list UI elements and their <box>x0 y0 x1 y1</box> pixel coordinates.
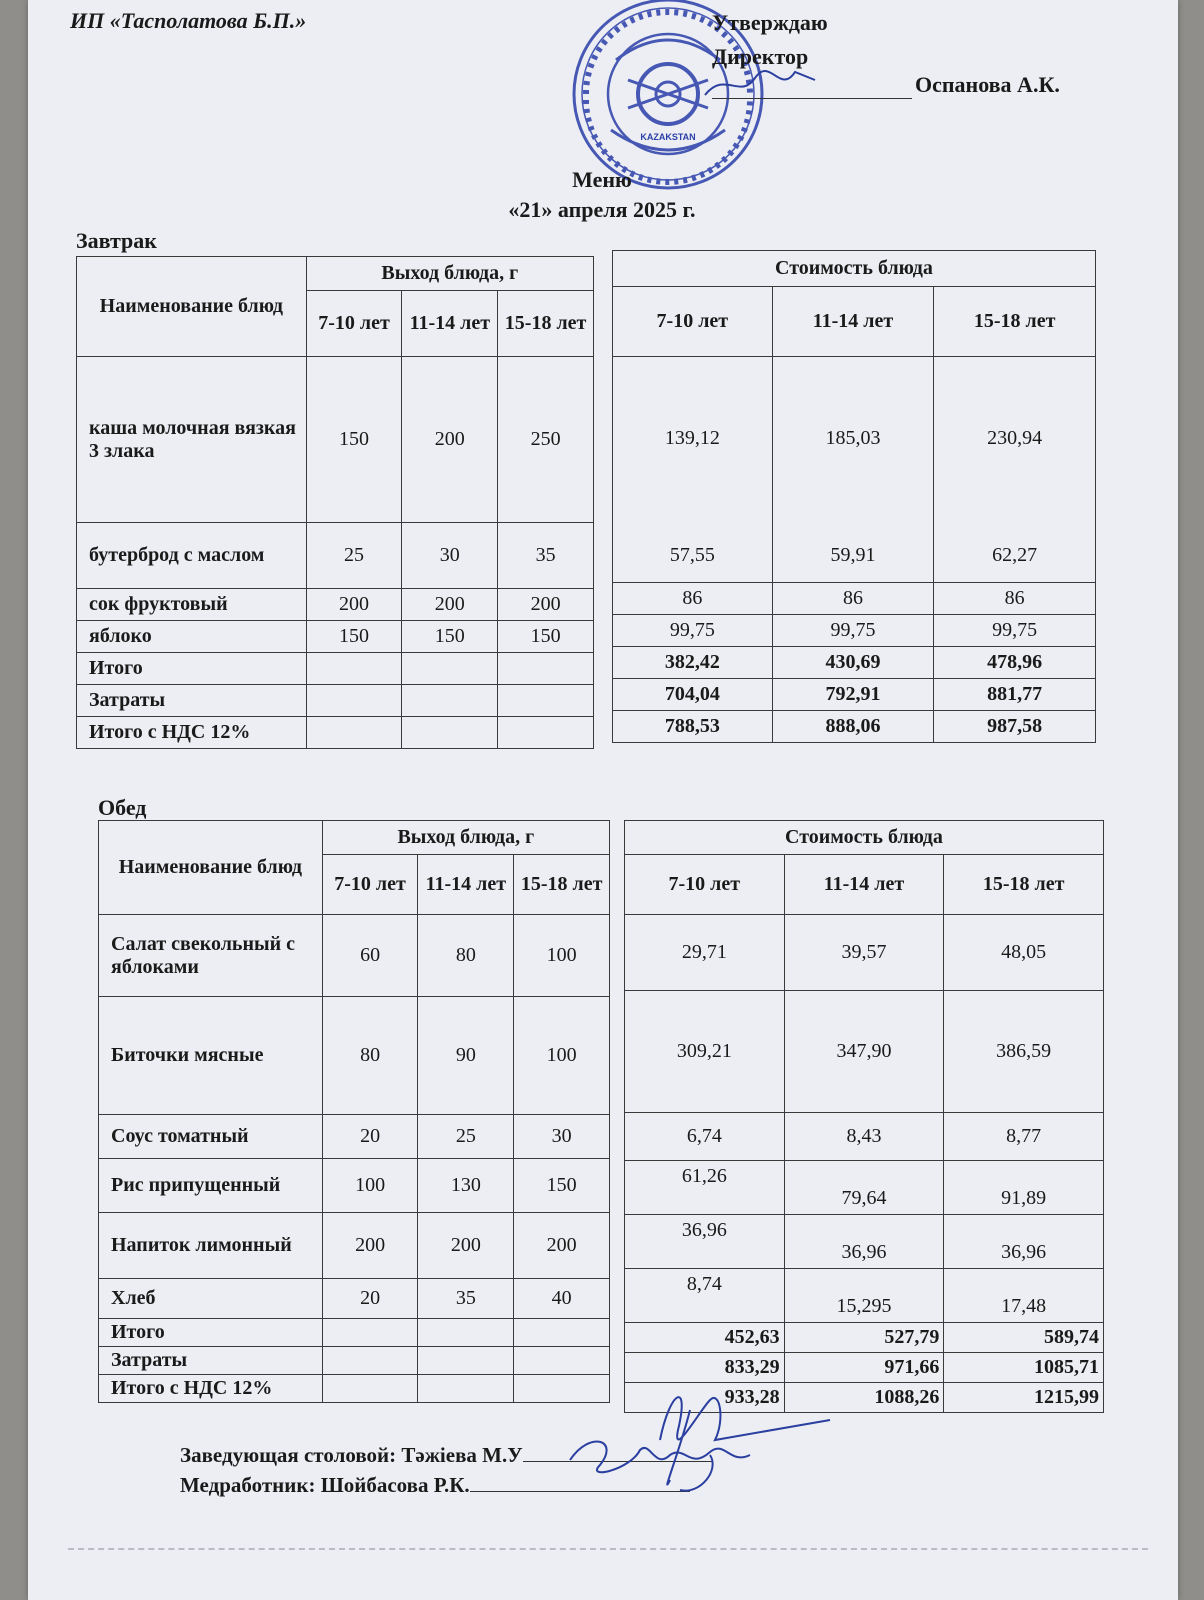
menu-title: Меню <box>572 167 632 192</box>
table-row <box>613 615 1096 647</box>
yield-15-18: 200 <box>498 589 594 621</box>
total-label: Затраты <box>99 1347 323 1375</box>
yield-11-14: 80 <box>418 915 514 997</box>
cost-7-10: 139,12 <box>664 427 720 449</box>
total-7-10: 704,04 <box>613 679 773 711</box>
table-row <box>99 1159 610 1213</box>
lunch-cost-table <box>624 820 1104 1413</box>
breakfast-yield-table <box>76 256 594 749</box>
total-label: Итого с НДС 12% <box>99 1375 323 1403</box>
yield-11-14: 25 <box>418 1115 514 1159</box>
dish-name: сок фруктовый <box>77 589 307 621</box>
cost-7-10: 86 <box>613 583 773 615</box>
cost-multi <box>934 357 1096 583</box>
yield-7-10: 80 <box>322 997 418 1115</box>
total-11-14: 430,69 <box>772 647 934 679</box>
cost-15-18: 91,89 <box>944 1161 1104 1215</box>
total-label: Затраты <box>77 685 307 717</box>
yield-7-10: 20 <box>322 1115 418 1159</box>
total-15-18: 478,96 <box>934 647 1096 679</box>
yield-15-18: 150 <box>498 621 594 653</box>
cost-11-14: 185,03 <box>825 427 881 449</box>
table-row <box>613 357 1096 583</box>
dish-name: Соус томатный <box>99 1115 323 1159</box>
total-15-18: 881,77 <box>934 679 1096 711</box>
yield-15-18: 100 <box>514 915 610 997</box>
cost-7-10: 61,26 <box>625 1161 785 1215</box>
total-7-10: 788,53 <box>613 711 773 743</box>
yield-11-14: 90 <box>418 997 514 1115</box>
lunch-title: Обед <box>98 795 147 820</box>
director-position: Директор <box>712 44 809 69</box>
table-row <box>77 357 594 523</box>
cost-7-10: 57,55 <box>669 544 715 566</box>
total-11-14: 792,91 <box>772 679 934 711</box>
yield-7-10: 200 <box>306 589 402 621</box>
table-row <box>625 991 1104 1113</box>
table-row <box>625 915 1104 991</box>
cost-15-18: 8,77 <box>944 1113 1104 1161</box>
yield-11-14: 200 <box>402 357 498 523</box>
dish-name: Хлеб <box>99 1279 323 1319</box>
total-row <box>77 717 594 749</box>
total-7-10: 452,63 <box>625 1323 785 1353</box>
yield-7-10: 60 <box>322 915 418 997</box>
cost-7-10: 309,21 <box>625 991 785 1113</box>
approve-label: Утверждаю <box>712 10 828 35</box>
handwritten-signatures <box>560 1370 850 1510</box>
table-row <box>77 621 594 653</box>
total-7-10: 933,28 <box>625 1383 785 1413</box>
yield-7-10: 20 <box>322 1279 418 1319</box>
cost-multi <box>613 357 773 583</box>
cost-7-10: 29,71 <box>625 915 785 991</box>
total-11-14: 888,06 <box>772 711 934 743</box>
cost-15-18: 17,48 <box>944 1269 1104 1323</box>
dish-name: бутерброд с маслом <box>77 523 307 589</box>
cost-11-14: 99,75 <box>772 615 934 647</box>
yield-7-10: 100 <box>322 1159 418 1213</box>
yield-15-18: 40 <box>514 1279 610 1319</box>
medic-label: Медработник: <box>180 1473 316 1497</box>
cost-7-10: 8,74 <box>625 1269 785 1323</box>
total-label: Итого с НДС 12% <box>77 717 307 749</box>
table-row <box>99 1279 610 1319</box>
yield-11-14: 130 <box>418 1159 514 1213</box>
col-cost-11-14: 11-14 лет <box>772 287 934 357</box>
yield-7-10: 25 <box>306 523 402 589</box>
lunch-yield-table <box>98 820 610 1403</box>
table-row <box>613 583 1096 615</box>
total-11-14: 1088,26 <box>784 1383 944 1413</box>
col-cost-15-18: 15-18 лет <box>934 287 1096 357</box>
col-cost-7-10: 7-10 лет <box>625 855 785 915</box>
total-row <box>77 653 594 685</box>
col-age-15-18: 15-18 лет <box>514 855 610 915</box>
dish-name: Салат свекольный с яблоками <box>99 915 323 997</box>
col-cost-15-18: 15-18 лет <box>944 855 1104 915</box>
dish-name: Биточки мясные <box>99 997 323 1115</box>
total-15-18: 987,58 <box>934 711 1096 743</box>
yield-11-14: 30 <box>402 523 498 589</box>
yield-11-14: 200 <box>402 589 498 621</box>
table-row <box>99 997 610 1115</box>
yield-7-10: 150 <box>306 357 402 523</box>
cost-11-14: 79,64 <box>784 1161 944 1215</box>
yield-15-18: 150 <box>514 1159 610 1213</box>
director-name: Оспанова А.К. <box>915 72 1060 97</box>
table-row <box>625 1113 1104 1161</box>
dish-name: яблоко <box>77 621 307 653</box>
col-age-7-10: 7-10 лет <box>322 855 418 915</box>
cost-15-18: 230,94 <box>987 427 1043 449</box>
cost-11-14: 39,57 <box>784 915 944 991</box>
col-yield: Выход блюда, г <box>322 821 609 855</box>
yield-11-14: 200 <box>418 1213 514 1279</box>
cost-7-10: 99,75 <box>613 615 773 647</box>
total-11-14: 971,66 <box>784 1353 944 1383</box>
total-row <box>99 1319 610 1347</box>
breakfast-title: Завтрак <box>76 228 157 253</box>
yield-11-14: 150 <box>402 621 498 653</box>
col-dish-name: Наименование блюд <box>99 821 323 915</box>
col-age-15-18: 15-18 лет <box>498 291 594 357</box>
breakfast-cost-table <box>612 250 1096 743</box>
director-signature <box>700 60 820 110</box>
total-row <box>613 711 1096 743</box>
cost-11-14: 86 <box>772 583 934 615</box>
total-row <box>99 1375 610 1403</box>
menu-date: «21» апреля 2025 г. <box>508 197 696 222</box>
total-label: Итого <box>77 653 307 685</box>
yield-15-18: 250 <box>498 357 594 523</box>
dish-name: каша молочная вязкая 3 злака <box>77 357 307 523</box>
dish-name: Рис припущенный <box>99 1159 323 1213</box>
table-row <box>625 1161 1104 1215</box>
medic-name: Шойбасова Р.К. <box>320 1473 470 1497</box>
col-age-7-10: 7-10 лет <box>306 291 402 357</box>
col-cost-11-14: 11-14 лет <box>784 855 944 915</box>
dish-name: Напиток лимонный <box>99 1213 323 1279</box>
organization-name: ИП «Тасполатова Б.П.» <box>70 8 307 33</box>
yield-15-18: 200 <box>514 1213 610 1279</box>
table-row <box>99 1115 610 1159</box>
total-row <box>99 1347 610 1375</box>
cost-11-14: 347,90 <box>784 991 944 1113</box>
cost-15-18: 36,96 <box>944 1215 1104 1269</box>
cost-multi <box>772 357 934 583</box>
total-15-18: 589,74 <box>944 1323 1104 1353</box>
cost-7-10: 6,74 <box>625 1113 785 1161</box>
yield-7-10: 150 <box>306 621 402 653</box>
col-yield: Выход блюда, г <box>306 257 593 291</box>
col-cost: Стоимость блюда <box>625 821 1104 855</box>
col-cost: Стоимость блюда <box>613 251 1096 287</box>
col-cost-7-10: 7-10 лет <box>613 287 773 357</box>
table-row <box>77 589 594 621</box>
cost-15-18: 48,05 <box>944 915 1104 991</box>
seal-text: KAZAKSTAN <box>640 132 696 142</box>
total-15-18: 1085,71 <box>944 1353 1104 1383</box>
canteen-head-name: Тәжіева М.У <box>401 1443 523 1467</box>
table-row <box>77 523 594 589</box>
yield-15-18: 35 <box>498 523 594 589</box>
cost-15-18: 62,27 <box>992 544 1038 566</box>
cost-15-18: 386,59 <box>944 991 1104 1113</box>
table-row <box>99 1213 610 1279</box>
cost-15-18: 86 <box>934 583 1096 615</box>
total-7-10: 833,29 <box>625 1353 785 1383</box>
yield-7-10: 200 <box>322 1213 418 1279</box>
perforation-line <box>68 1548 1148 1550</box>
total-row <box>613 679 1096 711</box>
yield-15-18: 100 <box>514 997 610 1115</box>
total-row <box>613 647 1096 679</box>
cost-15-18: 99,75 <box>934 615 1096 647</box>
col-age-11-14: 11-14 лет <box>402 291 498 357</box>
table-row <box>625 1215 1104 1269</box>
cost-11-14: 15,295 <box>784 1269 944 1323</box>
yield-15-18: 30 <box>514 1115 610 1159</box>
menu-header <box>0 165 1204 225</box>
total-label: Итого <box>99 1319 323 1347</box>
total-row <box>77 685 594 717</box>
total-11-14: 527,79 <box>784 1323 944 1353</box>
table-row <box>625 1269 1104 1323</box>
total-row <box>625 1323 1104 1353</box>
total-7-10: 382,42 <box>613 647 773 679</box>
yield-11-14: 35 <box>418 1279 514 1319</box>
total-15-18: 1215,99 <box>944 1383 1104 1413</box>
col-age-11-14: 11-14 лет <box>418 855 514 915</box>
cost-11-14: 59,91 <box>830 544 876 566</box>
cost-11-14: 8,43 <box>784 1113 944 1161</box>
cost-7-10: 36,96 <box>625 1215 785 1269</box>
table-row <box>99 915 610 997</box>
cost-11-14: 36,96 <box>784 1215 944 1269</box>
col-dish-name: Наименование блюд <box>77 257 307 357</box>
canteen-head-label: Заведующая столовой: <box>180 1443 397 1467</box>
